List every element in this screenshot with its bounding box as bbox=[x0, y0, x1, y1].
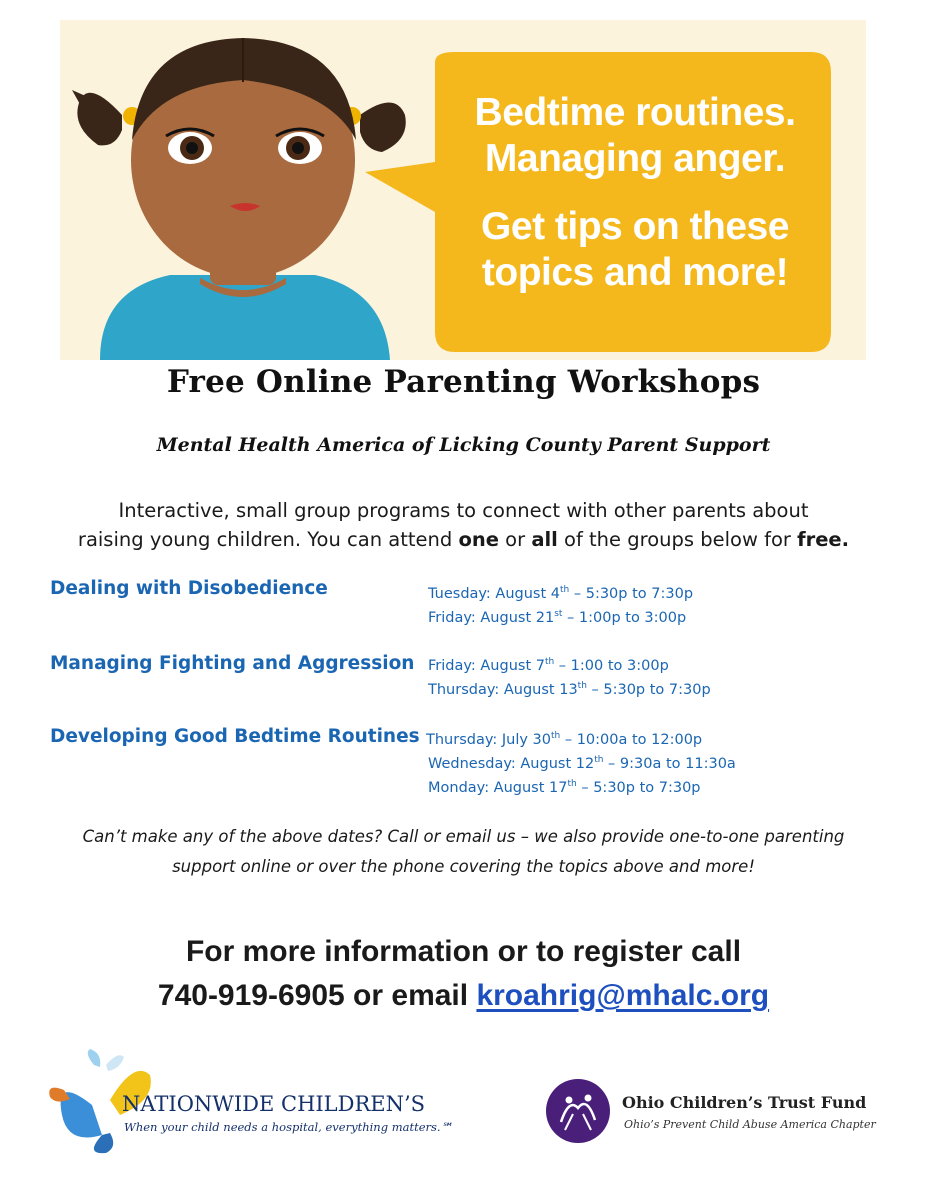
organization-subtitle: Mental Health America of Licking County Parent Support bbox=[156, 434, 771, 456]
hero-banner bbox=[60, 20, 866, 360]
trust-fund-tagline: Ohio’s Prevent Child Abuse America Chapter bbox=[624, 1118, 876, 1131]
workshop-date: Thursday: July 30th – 10:00a to 12:00p bbox=[426, 731, 703, 748]
workshop-name-aggression: Managing Fighting and Aggression bbox=[50, 653, 415, 674]
cta-line-2 bbox=[0, 974, 927, 1018]
workshop-date: Monday: August 17th – 5:30p to 7:30p bbox=[428, 779, 701, 796]
trust-fund-name: Ohio Children’s Trust Fund bbox=[622, 1093, 867, 1112]
workshop-date: Friday: August 7th – 1:00 to 3:00p bbox=[428, 657, 669, 674]
cta-line-1: For more information or to register call bbox=[185, 935, 742, 968]
phone-number: 740-919-6905 or email bbox=[157, 979, 477, 1012]
alternate-support-note bbox=[40, 822, 887, 882]
bubble-line-1: Bedtime routines. bbox=[474, 91, 796, 134]
workshop-dates-bedtime bbox=[426, 728, 736, 800]
note-line-1: Can’t make any of the above dates? Call or email us – we also provide one-to-one parenting bbox=[82, 827, 845, 846]
workshop-date: Tuesday: August 4th – 5:30p to 7:30p bbox=[428, 585, 694, 602]
note-line-2: support online or over the phone covering the topics above and more! bbox=[172, 857, 755, 876]
intro-paragraph bbox=[40, 496, 887, 554]
bubble-message bbox=[435, 90, 835, 296]
workshop-name-bedtime: Developing Good Bedtime Routines bbox=[50, 726, 420, 747]
trust-fund-logo-icon bbox=[545, 1078, 611, 1144]
nationwide-childrens-name: NATIONWIDE CHILDREN’S bbox=[122, 1092, 426, 1116]
registration-cta bbox=[0, 930, 927, 1018]
workshop-dates-aggression bbox=[428, 654, 711, 702]
intro-line-2: raising young children. You can attend one or all of the groups below for free. bbox=[77, 528, 850, 551]
workshop-name-disobedience: Dealing with Disobedience bbox=[50, 578, 328, 599]
bubble-line-2: Managing anger. bbox=[484, 137, 786, 180]
bubble-line-4: topics and more! bbox=[481, 251, 789, 294]
nationwide-childrens-tagline: When your child needs a hospital, everything matters.℠ bbox=[124, 1120, 453, 1134]
workshop-date: Thursday: August 13th – 5:30p to 7:30p bbox=[428, 681, 711, 698]
workshop-date: Friday: August 21st – 1:00p to 3:00p bbox=[428, 609, 687, 626]
workshop-date: Wednesday: August 12th – 9:30a to 11:30a bbox=[428, 755, 736, 772]
email-link[interactable]: kroahrig@mhalc.org bbox=[476, 979, 770, 1012]
bubble-line-3: Get tips on these bbox=[481, 205, 789, 248]
page-title: Free Online Parenting Workshops bbox=[166, 364, 761, 400]
workshop-dates-disobedience bbox=[428, 582, 693, 630]
intro-line-1: Interactive, small group programs to connect with other parents about bbox=[118, 499, 809, 522]
